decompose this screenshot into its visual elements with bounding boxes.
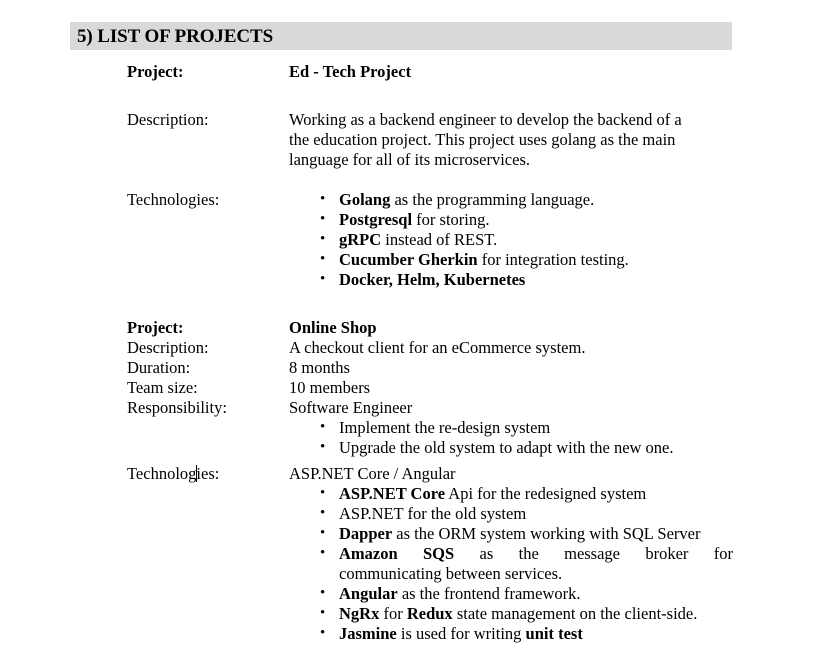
project1-technologies-row	[127, 190, 733, 290]
project2-teamsize-value: 10 members	[289, 378, 371, 397]
list-item	[289, 484, 733, 504]
project2-technologies-bullets-row	[127, 484, 733, 644]
list-item	[289, 604, 733, 624]
project2-responsibility-label: Responsibility:	[127, 398, 227, 417]
list-item-bold: Redux	[406, 604, 453, 623]
list-item-text: state management on the client-side.	[452, 604, 698, 623]
project2-description-label: Description:	[127, 338, 209, 357]
list-item	[289, 210, 733, 230]
project2-technologies-list	[289, 484, 733, 644]
list-item-bold: Dapper	[339, 524, 393, 543]
project1-name-row	[127, 62, 733, 82]
project2-teamsize-label: Team size:	[127, 378, 198, 397]
list-item-text: Api for the redesigned system	[445, 484, 647, 503]
list-item-bold: Jasmine	[339, 624, 397, 643]
project2-duration-row	[127, 358, 733, 378]
project2-responsibility-row	[127, 398, 733, 418]
project2-description-value: A checkout client for an eCommerce system.	[289, 338, 586, 357]
project2-duration-value: 8 months	[289, 358, 350, 377]
list-item-bold: Amazon SQS	[339, 544, 455, 563]
list-item-text: as the ORM system working with SQL Server	[392, 524, 701, 543]
list-item	[289, 624, 733, 644]
project1-technologies-list	[289, 190, 733, 290]
project1-description-line2: the education project. This project uses golang as the main	[289, 130, 676, 149]
document-body	[127, 62, 733, 644]
list-item	[289, 190, 733, 210]
list-item-bold: unit test	[525, 624, 583, 643]
project2-technologies-row	[127, 464, 733, 484]
list-item	[289, 584, 733, 604]
list-item-bold: NgRx	[339, 604, 380, 623]
project2-label: Project:	[127, 318, 184, 337]
list-item: • Implement the re-design system	[289, 418, 733, 438]
list-item-text: for integration testing.	[477, 250, 629, 269]
spacer	[127, 170, 733, 190]
list-item-bold: Golang	[339, 190, 391, 209]
list-item	[289, 504, 733, 524]
project2-name: Online Shop	[289, 318, 377, 337]
technologies-label-part2: ies:	[196, 464, 220, 483]
project2-technologies-label	[127, 464, 289, 484]
project2-responsibility-bullets-wrap	[289, 418, 733, 458]
list-item-text: is used for writing	[396, 624, 526, 643]
section-heading-bar	[70, 22, 732, 50]
project1-description-label: Description:	[127, 110, 209, 129]
list-item	[289, 250, 733, 270]
list-item-text: as the programming language.	[390, 190, 595, 209]
project1-name: Ed - Tech Project	[289, 62, 412, 81]
spacer	[127, 290, 733, 318]
project1-description-text	[289, 110, 733, 170]
project2-technologies-bullets-wrap	[289, 484, 733, 644]
project2-responsibility-bullets-row	[127, 418, 733, 458]
project1-description-line3: language for all of its microservices.	[289, 150, 530, 169]
technologies-label-part1: Technolog	[127, 464, 197, 483]
project1-technologies-list-wrap	[289, 190, 733, 290]
list-item-bold: Postgresql	[339, 210, 413, 229]
list-item-text: for storing.	[412, 210, 490, 229]
project1-label: Project:	[127, 62, 184, 81]
project2-teamsize-row	[127, 378, 733, 398]
section-heading-text: 5) LIST OF PROJECTS	[77, 25, 274, 47]
list-item-bold: Docker, Helm, Kubernetes	[339, 270, 526, 289]
list-item-bold: Cucumber Gherkin	[339, 250, 478, 269]
list-item-text: as the message broker for	[454, 544, 733, 563]
project2-name-row	[127, 318, 733, 338]
list-item	[289, 270, 733, 290]
list-item-text: instead of REST.	[381, 230, 498, 249]
list-item-text: ASP.NET for the old system	[339, 504, 527, 523]
list-item: • Upgrade the old system to adapt with the new one.	[289, 438, 733, 458]
spacer	[127, 82, 733, 110]
list-item-line: communicating between services.	[339, 564, 563, 583]
list-item	[289, 524, 733, 544]
project2-duration-label: Duration:	[127, 358, 191, 377]
list-item-bold: ASP.NET Core	[339, 484, 446, 503]
project1-description-line1: Working as a backend engineer to develop the backend of a	[289, 110, 682, 129]
project2-responsibility-list	[289, 418, 733, 458]
project2-description-row	[127, 338, 733, 358]
list-item-line	[339, 544, 733, 564]
project2-technologies-value: ASP.NET Core / Angular	[289, 464, 456, 483]
list-item-bold: gRPC	[339, 230, 382, 249]
project2-responsibility-value: Software Engineer	[289, 398, 413, 417]
list-item	[289, 230, 733, 250]
project1-description-row	[127, 110, 733, 170]
list-item-bold: Angular	[339, 584, 398, 603]
list-item-text: for	[379, 604, 407, 623]
list-item	[289, 544, 733, 584]
project1-technologies-label: Technologies:	[127, 190, 220, 209]
list-item-text: as the frontend framework.	[397, 584, 581, 603]
